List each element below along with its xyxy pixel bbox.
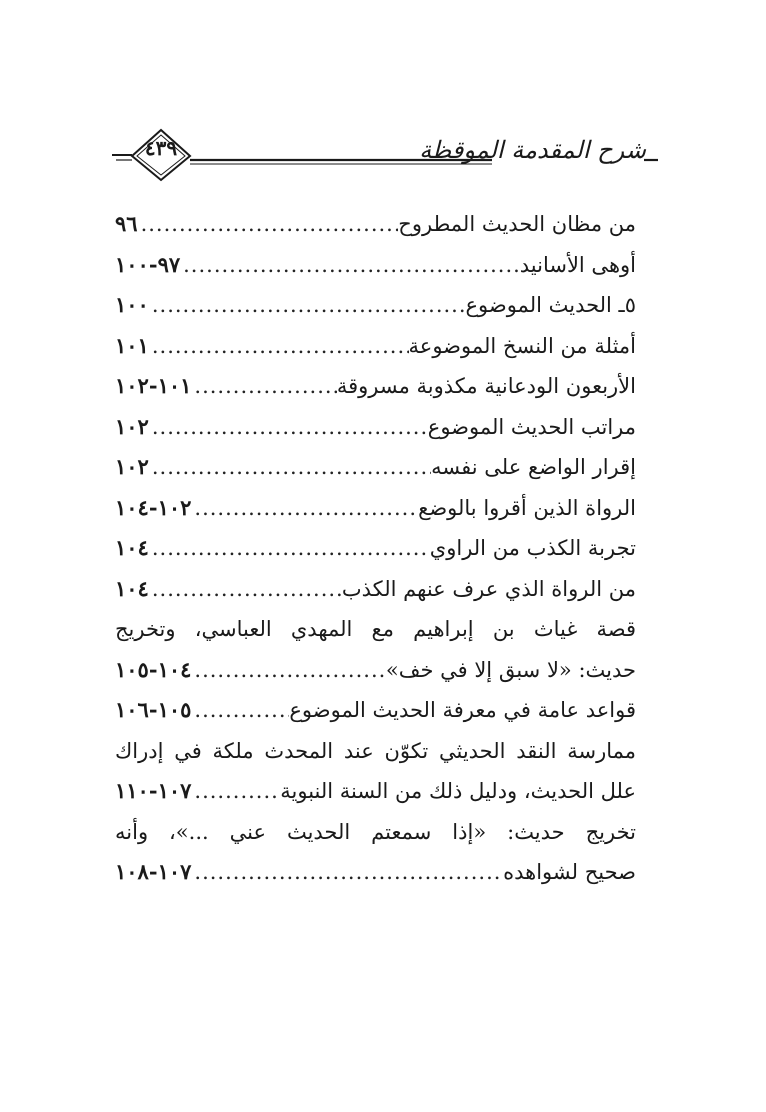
toc-entry bbox=[115, 569, 636, 610]
toc-entry bbox=[115, 650, 636, 691]
toc-entry-title: من مظان الحديث المطروح bbox=[398, 212, 636, 236]
toc-entry-pages: ١٠٤-١٠٥ bbox=[115, 656, 192, 682]
toc-leader-dots bbox=[191, 690, 289, 731]
toc-entry-title: أمثلة من النسخ الموضوعة bbox=[408, 333, 636, 358]
toc-entry-continued-title: ممارسة النقد الحديثي تكوّن عند المحدث ملكة في إدراك bbox=[115, 738, 636, 763]
toc-leader-dots bbox=[149, 326, 409, 367]
toc-entry-title: علل الحديث، ودليل ذلك من السنة النبوية bbox=[280, 779, 636, 803]
toc-entry-title: مراتب الحديث الموضوع bbox=[427, 414, 636, 439]
toc-entry-pages: ٩٧-١٠٠ bbox=[115, 251, 181, 277]
toc-entry-pages: ١٠١ bbox=[115, 332, 149, 358]
toc-entry-title: قواعد عامة في معرفة الحديث الموضوع bbox=[289, 698, 636, 722]
toc-entry-title: أوهى الأسانيد bbox=[519, 252, 636, 277]
toc-entry-title: تجربة الكذب من الراوي bbox=[429, 536, 636, 560]
toc-entry-pages: ١٠١-١٠٢ bbox=[115, 373, 192, 398]
toc-entry bbox=[115, 852, 636, 893]
toc-entry bbox=[115, 285, 636, 326]
toc-entry-pages: ١٠٧-١١٠ bbox=[115, 778, 192, 803]
toc-entry bbox=[115, 771, 636, 812]
toc-leader-dots bbox=[149, 569, 342, 610]
toc-entry-pages: ١٠٢ bbox=[115, 454, 149, 479]
toc-leader-dots bbox=[149, 285, 466, 326]
running-header-title: شرح المقدمة الموقظة bbox=[419, 136, 646, 164]
toc-entry-pages: ١٠٠ bbox=[115, 292, 149, 317]
toc-entry-continued-title: تخريج حديث: «إذا سمعتم الحديث عني ...»، وأنه bbox=[115, 819, 636, 844]
toc-entry-title: إقرار الواضع على نفسه bbox=[431, 455, 636, 479]
toc-entry-pages: ١٠٥-١٠٦ bbox=[115, 697, 192, 722]
toc-entry bbox=[115, 204, 636, 245]
toc-entry bbox=[115, 245, 636, 286]
toc-entry-pages: ١٠٤ bbox=[115, 535, 149, 560]
toc-entry-pages: ٩٦ bbox=[115, 211, 138, 236]
toc-entry bbox=[115, 366, 636, 407]
toc-entry-title: الأربعون الودعانية مكذوبة مسروقة bbox=[336, 374, 636, 398]
toc-entry bbox=[115, 447, 636, 488]
toc-entry-title: ٥ـ الحديث الموضوع bbox=[465, 293, 636, 317]
toc-leader-dots bbox=[191, 650, 385, 691]
toc-entry bbox=[115, 528, 636, 569]
toc-leader-dots bbox=[191, 771, 280, 812]
toc-leader-dots bbox=[149, 528, 430, 569]
toc-entry-pages: ١٠٧-١٠٨ bbox=[115, 859, 192, 884]
toc-leader-dots bbox=[149, 447, 431, 488]
toc-leader-dots bbox=[191, 366, 336, 407]
table-of-contents bbox=[115, 204, 636, 893]
toc-entry-pages: ١٠٤ bbox=[115, 575, 149, 601]
toc-leader-dots bbox=[138, 204, 399, 245]
toc-entry-title: صحيح لشواهده bbox=[503, 860, 636, 884]
toc-entry-title: حديث: «لا سبق إلا في خف» bbox=[385, 657, 636, 682]
toc-entry-title: من الرواة الذي عرف عنهم الكذب bbox=[341, 576, 636, 601]
page-number: ٤٣٩ bbox=[144, 136, 178, 160]
toc-entry-title: الرواة الذين أقروا بالوضع bbox=[418, 495, 636, 520]
toc-leader-dots bbox=[180, 245, 520, 286]
toc-leader-dots bbox=[149, 407, 428, 448]
toc-entry-pages: ١٠٢ bbox=[115, 413, 149, 439]
toc-entry-continued-title: قصة غياث بن إبراهيم مع المهدي العباسي، وتخريج bbox=[115, 617, 636, 641]
toc-entry-pages: ١٠٢-١٠٤ bbox=[115, 494, 192, 520]
toc-leader-dots bbox=[191, 852, 503, 893]
toc-entry bbox=[115, 488, 636, 529]
toc-entry bbox=[115, 326, 636, 367]
toc-leader-dots bbox=[191, 488, 418, 529]
toc-entry bbox=[115, 407, 636, 448]
toc-entry bbox=[115, 690, 636, 731]
running-header bbox=[112, 124, 658, 184]
